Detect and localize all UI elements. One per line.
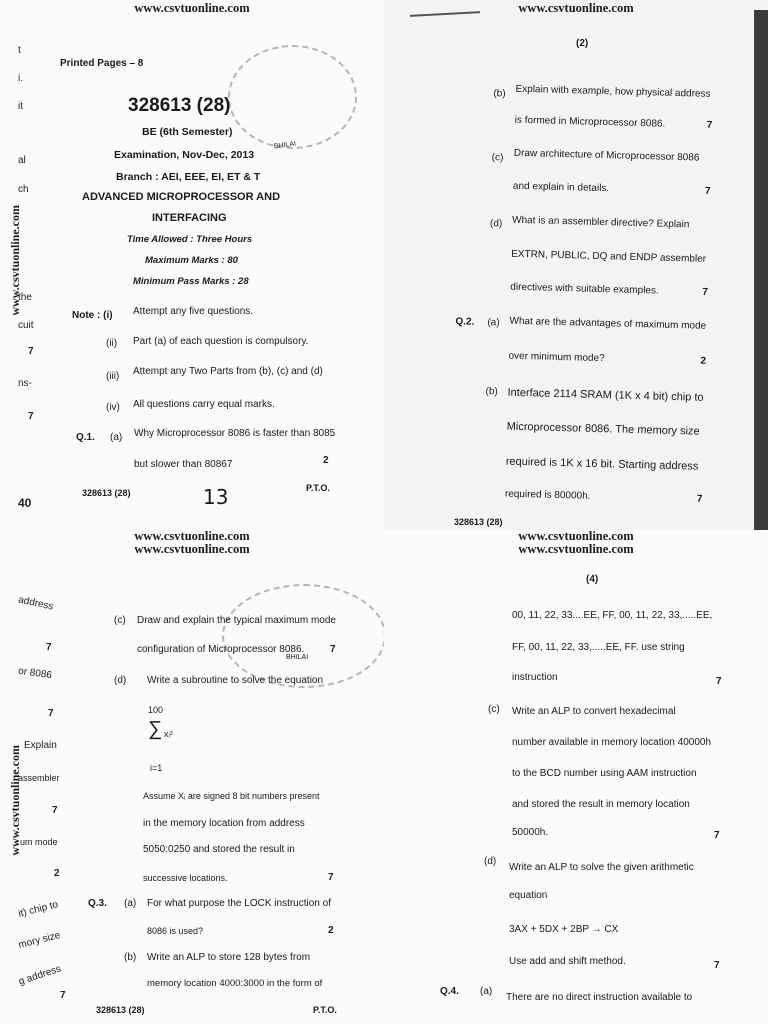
question-1b-marks: 7 (706, 119, 713, 131)
handwritten-note: 13 (203, 485, 229, 509)
website-vertical-left: www.csvtuonline.com (8, 745, 22, 856)
question-2-label: Q.2. (455, 316, 475, 328)
question-3a-marks: 2 (328, 925, 334, 936)
question-1c-marks: 7 (330, 644, 336, 655)
footer-paper-code: 328613 (28) (82, 488, 131, 498)
question-1a-line-1: Why Microprocessor 8086 is faster than 8085 (134, 428, 336, 439)
edge-fragment: al (18, 155, 26, 166)
edge-fragment: mory size (17, 929, 62, 952)
question-1d-line-5: successive locations. (143, 873, 228, 883)
stamp-label: BHILAI (273, 140, 297, 151)
footer-paper-code: 328613 (28) (96, 1005, 145, 1015)
question-1d-label: (d) (489, 218, 503, 230)
edge-fragment: 7 (60, 990, 66, 1001)
question-2a-line-2: over minimum mode? (508, 350, 605, 365)
question-1d-line-4: 5050:0250 and stored the result in (143, 844, 295, 855)
question-1b-line-1: Explain with example, how physical address (515, 83, 711, 100)
semester: BE (6th Semester) (142, 126, 233, 138)
summation-term: xᵢ² (164, 729, 173, 739)
maximum-marks: Maximum Marks : 80 (145, 255, 238, 266)
question-1b-label: (b) (493, 88, 506, 100)
website-header: www.csvtuonline.com (518, 1, 634, 15)
edge-fragment: 40 (18, 496, 32, 510)
question-2b-line-1: Interface 2114 SRAM (1K x 4 bit) chip to (507, 386, 704, 404)
question-3b-line-2: memory location 4000:3000 in the form of (147, 978, 323, 989)
edge-fragment: Explain (24, 740, 57, 751)
exam-session: Examination, Nov-Dec, 2013 (114, 149, 255, 161)
edge-fragment: or 8086 (17, 665, 53, 682)
footer-paper-code: 328613 (28) (454, 517, 503, 527)
question-1d-label: (d) (114, 675, 127, 686)
question-4-label: Q.4. (440, 986, 459, 997)
website-vertical-left: www.csvtuonline.com (8, 205, 22, 316)
question-3c-line-5: 50000h. (512, 827, 549, 838)
question-2b-line-2: Microprocessor 8086. The memory size (506, 420, 700, 438)
summation-lower-limit: i=1 (150, 763, 163, 773)
time-allowed: Time Allowed : Three Hours (127, 234, 253, 245)
question-3a-line-1: For what purpose the LOCK instruction of (147, 898, 331, 909)
question-3b-continued-line-1: 00, 11, 22, 33....EE, FF, 00, 11, 22, 33,.....EE, (512, 610, 713, 621)
question-1d-line-1: Write a subroutine to solve the equation (147, 675, 324, 686)
note-1: Attempt any five questions. (133, 306, 254, 317)
question-3-label: Q.3. (88, 898, 107, 909)
edge-fragment: 7 (28, 411, 34, 422)
edge-fragment: address (17, 594, 55, 613)
edge-fragment: 7 (28, 346, 34, 357)
question-1d-line-2: Assume Xᵢ are signed 8 bit numbers present (143, 791, 320, 801)
edge-fragment: assembler (18, 773, 60, 783)
website-header-repeat: www.csvtuonline.com (134, 542, 250, 556)
question-3d-equation: 3AX + 5DX + 2BP → CX (509, 924, 619, 935)
question-3d-line-2: equation (509, 890, 548, 901)
note-label: Note : (i) (72, 310, 113, 321)
college-stamp (228, 45, 357, 149)
page-2-body (378, 0, 776, 537)
question-3b-marks: 7 (716, 676, 722, 687)
edge-fragment: 7 (46, 642, 52, 653)
question-3d-line-3: Use add and shift method. (509, 956, 626, 967)
summation-upper-limit: 100 (148, 705, 164, 715)
edge-fragment: 2 (54, 868, 60, 879)
question-3c-label: (c) (488, 704, 500, 715)
edge-fragment: it (18, 101, 23, 112)
page-2-panel (384, 0, 768, 530)
page-1-panel (0, 0, 384, 530)
question-3d-marks: 7 (714, 960, 720, 971)
minimum-pass-marks: Minimum Pass Marks : 28 (133, 276, 249, 287)
footer-pto: P.T.O. (306, 483, 330, 493)
question-1d-marks: 7 (702, 286, 708, 298)
question-1c-marks: 7 (704, 185, 711, 197)
website-header: www.csvtuonline.com (518, 529, 634, 543)
question-3b-line-1: Write an ALP to store 128 bytes from (147, 952, 311, 963)
question-3c-line-3: to the BCD number using AAM instruction (512, 768, 697, 779)
question-1c-label: (c) (491, 152, 504, 164)
edge-fragment: um mode (20, 837, 58, 847)
question-2b-marks: 7 (696, 493, 703, 505)
question-1-label: Q.1. (76, 432, 95, 443)
page-4-panel (384, 530, 768, 1024)
question-2b-line-4: required is 80000h. (504, 488, 591, 502)
printed-pages: Printed Pages – 8 (60, 58, 144, 69)
edge-fragment: 7 (52, 805, 58, 816)
question-1c-line-1: Draw and explain the typical maximum mode (137, 615, 336, 626)
question-3c-line-1: Write an ALP to convert hexadecimal (512, 706, 676, 717)
question-2a-line-1: What are the advantages of maximum mode (509, 315, 707, 332)
edge-fragment: it) chip to (17, 899, 60, 920)
question-3d-label: (d) (484, 856, 497, 867)
question-3b-label: (b) (124, 952, 137, 963)
subject-title-line-2: INTERFACING (152, 212, 227, 224)
question-1c-line-2: and explain in details. (512, 180, 610, 195)
question-1d-line-2: EXTRN, PUBLIC, DQ and ENDP assembler (511, 248, 707, 265)
website-header-repeat: www.csvtuonline.com (518, 542, 634, 556)
question-4a-line-1: There are no direct instruction available to (506, 992, 693, 1003)
question-1c-label: (c) (114, 615, 126, 626)
question-3a-line-2: 8086 is used? (147, 926, 204, 936)
question-1a-marks: 2 (323, 455, 329, 466)
question-3c-line-4: and stored the result in memory location (512, 799, 690, 810)
question-2b-label: (b) (485, 386, 498, 398)
edge-fragment: cuit (18, 320, 34, 331)
edge-fragment: g address (17, 963, 63, 988)
question-1d-line-3: in the memory location from address (143, 818, 305, 829)
footer-pto: P.T.O. (313, 1005, 337, 1015)
edge-fragment: ns- (18, 378, 32, 389)
question-1b-line-2: is formed in Microprocessor 8086. (514, 114, 666, 130)
edge-fragment: i. (18, 73, 23, 84)
question-4a-label: (a) (480, 986, 493, 997)
question-3b-continued-line-2: FF, 00, 11, 22, 33,.....EE, FF. use string (512, 642, 685, 653)
note-2: Part (a) of each question is compulsory. (133, 336, 309, 347)
page-number: (4) (586, 574, 599, 585)
question-1a-label: (a) (110, 432, 123, 443)
subject-title-line-1: ADVANCED MICROPROCESSOR AND (82, 191, 281, 203)
note-3-number: (iii) (106, 371, 120, 382)
question-1a-line-2: but slower than 80867 (134, 459, 233, 470)
question-1d-marks: 7 (328, 872, 334, 883)
question-1d-line-3: directives with suitable examples. (510, 281, 659, 297)
note-4-number: (iv) (106, 402, 120, 413)
edge-fragment: ch (18, 184, 29, 195)
branch: Branch : AEI, EEE, EI, ET & T (116, 171, 261, 183)
summation-symbol: ∑ (148, 718, 163, 740)
paper-code: 328613 (28) (128, 95, 231, 116)
note-4: All questions carry equal marks. (133, 399, 275, 410)
question-3c-marks: 7 (714, 830, 720, 841)
website-header: www.csvtuonline.com (134, 1, 250, 15)
question-3a-label: (a) (124, 898, 137, 909)
note-2-number: (ii) (106, 338, 118, 349)
website-header: www.csvtuonline.com (134, 529, 250, 543)
question-2a-label: (a) (487, 317, 500, 329)
college-stamp (222, 584, 386, 688)
edge-fragment: the (18, 292, 32, 303)
edge-fragment: 7 (48, 708, 54, 719)
question-2b-line-3: required is 1K x 16 bit. Starting address (505, 455, 699, 473)
question-2a-marks: 2 (700, 355, 707, 367)
edge-fragment: t (18, 45, 21, 56)
question-1c-line-2: configuration of Microprocessor 8086. (137, 644, 305, 655)
note-3: Attempt any Two Parts from (b), (c) and (d) (133, 366, 323, 377)
question-3c-line-2: number available in memory location 40000h (512, 737, 712, 748)
page-number: (2) (576, 38, 589, 49)
question-1d-line-1: What is an assembler directive? Explain (511, 214, 690, 231)
stamp-label: BHILAI (286, 654, 309, 661)
question-3b-continued-line-3: instruction (512, 672, 558, 683)
page-3-panel (0, 530, 384, 1024)
question-3d-line-1: Write an ALP to solve the given arithmetic (509, 862, 694, 873)
question-1c-line-1: Draw architecture of Microprocessor 8086 (513, 147, 700, 164)
